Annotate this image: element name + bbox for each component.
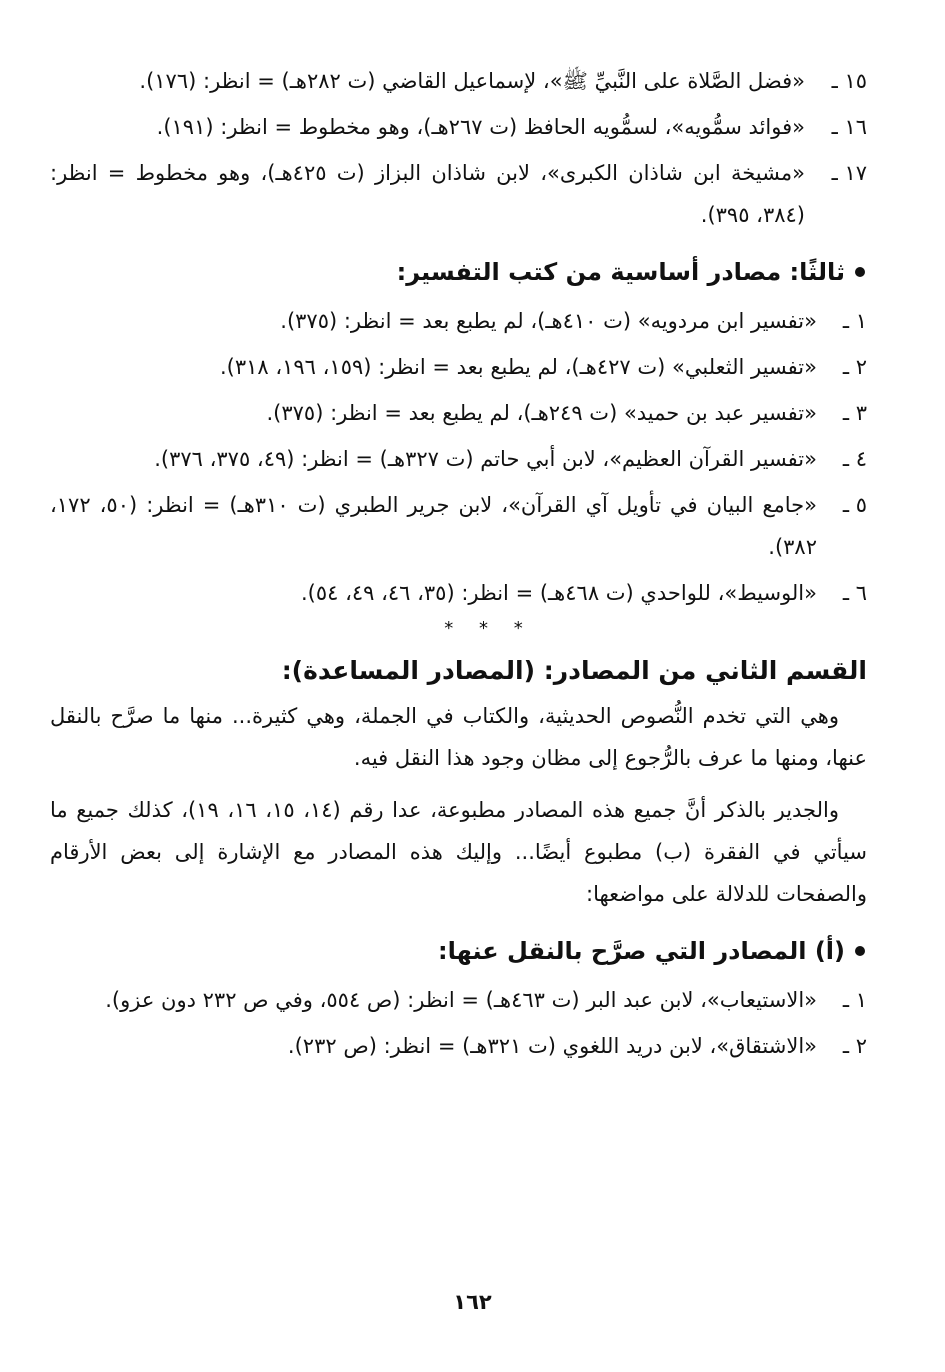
list-item: [50, 484, 867, 568]
list-item: [50, 60, 867, 102]
list-item: [50, 572, 867, 614]
section-heading-explicit: [50, 929, 867, 973]
item-number: ٤ ـ: [842, 447, 867, 471]
item-text: «الاستيعاب»، لابن عبد البر (ت ٤٦٣هـ) = انظر: (ص ٥٥٤، وفي ص ٢٣٢ دون عزو).: [105, 988, 817, 1012]
item-text: «تفسير ابن مردويه» (ت ٤١٠هـ)، لم يطبع بعد = انظر: (٣٧٥).: [280, 309, 817, 333]
item-number: ١٧ ـ: [831, 161, 867, 185]
item-text: «تفسير القرآن العظيم»، لابن أبي حاتم (ت ٣٢٧هـ) = انظر: (٤٩، ٣٧٥، ٣٧٦).: [154, 447, 817, 471]
part-two-heading: القسم الثاني من المصادر: (المصادر المساعدة):: [281, 656, 867, 685]
page-number: ١٦٢: [453, 1290, 492, 1314]
item-text: «فضل الصَّلاة على النَّبيِّ ﷺ»، لإسماعيل القاضي (ت ٢٨٢هـ) = انظر: (١٧٦).: [139, 69, 805, 93]
paragraph: وهي التي تخدم النُّصوص الحديثية، والكتاب في الجملة، وهي كثيرة... منها ما صرَّح بالنقل عنها، ومنها ما عرف بالرُّجوع إلى مظان وجود هذا النقل فيه.: [50, 704, 867, 770]
list-item: [50, 438, 867, 480]
item-text: «الوسيط»، للواحدي (ت ٤٦٨هـ) = انظر: (٣٥، ٤٦، ٤٩، ٥٤).: [300, 581, 817, 605]
section-separator: * * *: [444, 618, 533, 639]
item-number: ٢ ـ: [842, 355, 867, 379]
item-text: «تفسير عبد بن حميد» (ت ٢٤٩هـ)، لم يطبع بعد = انظر: (٣٧٥).: [266, 401, 817, 425]
item-text: «تفسير الثعلبي» (ت ٤٢٧هـ)، لم يطبع بعد = انظر: (١٥٩، ١٩٦، ٣١٨).: [219, 355, 817, 379]
item-text: «الاشتقاق»، لابن دريد اللغوي (ت ٣٢١هـ) = انظر: (ص ٢٣٢).: [287, 1034, 817, 1058]
bullet-icon: [855, 267, 865, 277]
item-number: ٥ ـ: [842, 493, 867, 517]
item-text: «جامع البيان في تأويل آي القرآن»، لابن جرير الطبري (ت ٣١٠هـ) = انظر: (٥٠، ١٧٢، ٣٨٢).: [50, 493, 817, 559]
item-number: ١٥ ـ: [831, 69, 867, 93]
section-heading-text: (أ) المصادر التي صرَّح بالنقل عنها:: [438, 937, 845, 965]
item-number: ١٦ ـ: [831, 115, 867, 139]
list-item: [50, 346, 867, 388]
list-a: [50, 60, 867, 236]
item-number: ١ ـ: [842, 988, 867, 1012]
item-number: ٣ ـ: [842, 401, 867, 425]
list-item: [50, 106, 867, 148]
list-item: [50, 979, 867, 1021]
list-item: [50, 300, 867, 342]
explicit-list: [50, 979, 867, 1067]
list-item: [50, 1025, 867, 1067]
item-number: ٢ ـ: [842, 1034, 867, 1058]
tafsir-list: [50, 300, 867, 614]
document-page: [50, 60, 867, 1372]
section-heading-text: ثالثًا: مصادر أساسية من كتب التفسير:: [396, 258, 845, 286]
paragraph: والجدير بالذكر أنَّ جميع هذه المصادر مطبوعة، عدا رقم (١٤، ١٥، ١٦، ١٩)، كذلك جميع ما سيأتي في الفقرة (ب) مطبوع أيضًا... وإليك هذه المصادر مع الإشارة إلى بعض الأرقام والصفحات للدلالة على مواضعها:: [50, 798, 867, 906]
item-text: «مشيخة ابن شاذان الكبرى»، لابن شاذان البزاز (ت ٤٢٥هـ)، وهو مخطوط = انظر: (٣٨٤، ٣٩٥).: [50, 161, 805, 227]
item-number: ٦ ـ: [842, 581, 867, 605]
list-item: [50, 152, 867, 236]
bullet-icon: [855, 946, 865, 956]
item-text: «فوائد سمُّويه»، لسمُّويه الحافظ (ت ٢٦٧هـ)، وهو مخطوط = انظر: (١٩١).: [156, 115, 805, 139]
list-item: [50, 392, 867, 434]
item-number: ١ ـ: [842, 309, 867, 333]
section-heading-tafsir: [50, 250, 867, 294]
